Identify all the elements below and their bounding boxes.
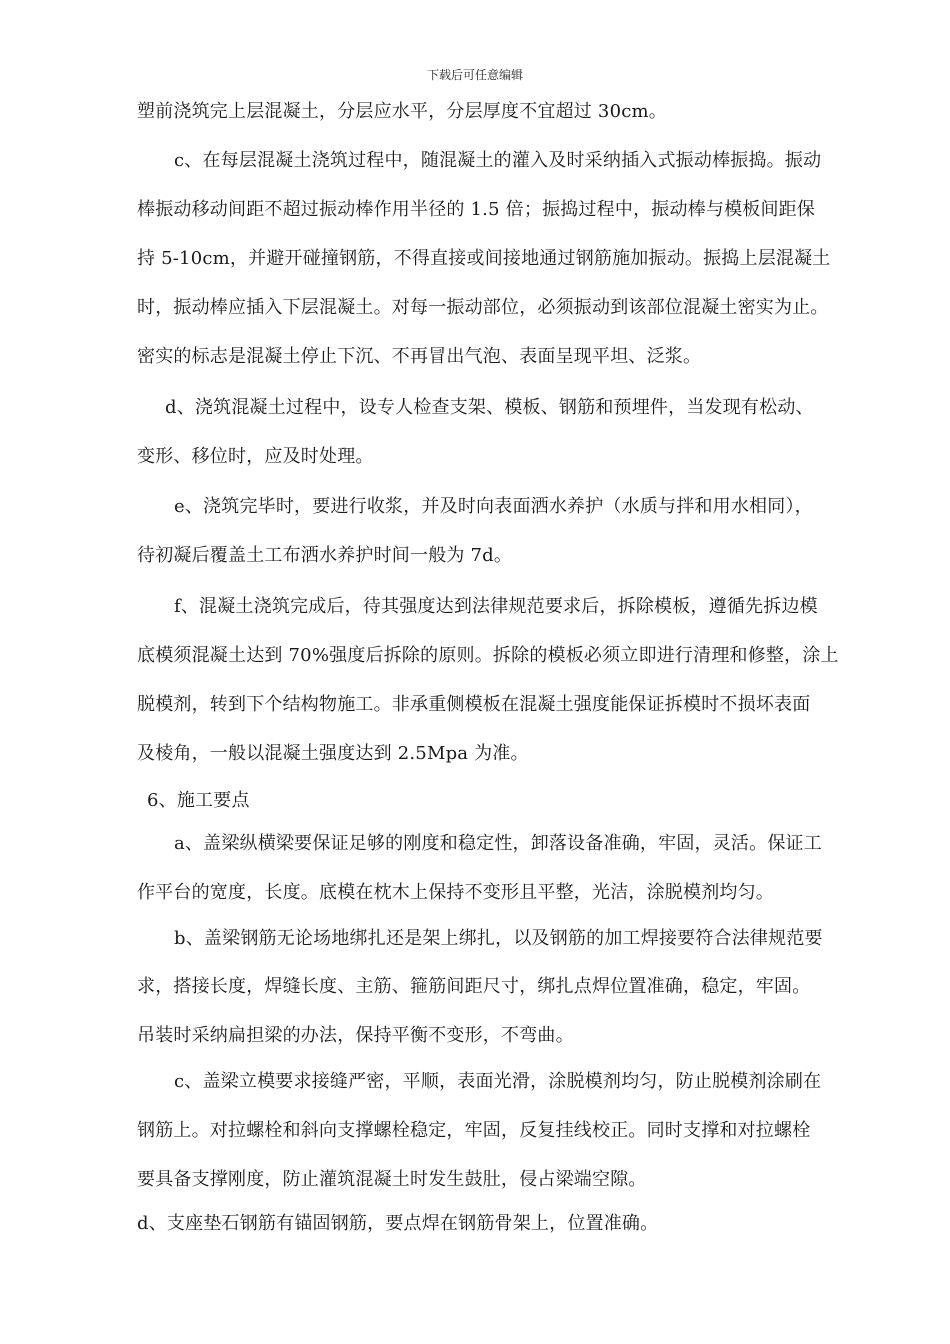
section-heading: 6、施工要点 (147, 790, 250, 811)
body-line-4: 持 5-10cm，并避开碰撞钢筋，不得直接或间接地通过钢筋施加振动。振捣上层混凝土 (137, 248, 831, 269)
body-line-13: 脱模剂，转到下个结构物施工。非承重侧模板在混凝土强度能保证拆模时不损坏表面 (137, 694, 811, 715)
page-header-note: 下载后可任意编辑 (426, 68, 523, 82)
body-line-22: 钢筋上。对拉螺栓和斜向支撑螺栓稳定，牢固，反复挂线校正。同时支撑和对拉螺栓 (137, 1120, 811, 1141)
body-line-17: 作平台的宽度，长度。底模在枕木上保持不变形且平整，光洁，涂脱模剂均匀。 (137, 882, 774, 903)
body-line-21: c、盖梁立模要求接缝严密，平顺，表面光滑，涂脱模剂均匀，防止脱模剂涂刷在 (174, 1071, 822, 1092)
body-line-8: 变形、移位时，应及时处理。 (137, 446, 374, 467)
body-line-20: 吊装时采纳扁担梁的办法，保持平衡不变形，不弯曲。 (137, 1025, 574, 1046)
body-line-12: 底模须混凝土达到 70%强度后拆除的原则。拆除的模板必须立即进行清理和修整，涂上 (137, 645, 839, 666)
body-line-9: e、浇筑完毕时，要进行收浆，并及时向表面洒水养护（水质与拌和用水相同）， (174, 496, 813, 517)
body-line-11: f、混凝土浇筑完成后，待其强度达到法律规范要求后，拆除模板，遵循先拆边模 (174, 596, 818, 617)
body-line-7: d、浇筑混凝土过程中，设专人检查支架、模板、钢筋和预埋件，当发现有松动、 (165, 397, 814, 418)
body-line-19: 求，搭接长度，焊缝长度、主筋、箍筋间距尺寸，绑扎点焊位置准确，稳定，牢固。 (137, 976, 811, 997)
body-line-24: d、支座垫石钢筋有锚固钢筋，要点焊在钢筋骨架上，位置准确。 (137, 1213, 659, 1234)
body-line-6: 密实的标志是混凝土停止下沉、不再冒出气泡、表面呈现平坦、泛浆。 (137, 346, 702, 367)
body-line-2: c、在每层混凝土浇筑过程中，随混凝土的灌入及时采纳插入式振动棒振捣。振动 (174, 150, 822, 171)
body-line-23: 要具备支撑刚度，防止灌筑混凝土时发生鼓肚，侵占梁端空隙。 (137, 1169, 647, 1190)
body-line-10: 待初凝后覆盖土工布洒水养护时间一般为 7d。 (137, 545, 513, 566)
body-line-3: 棒振动移动间距不超过振动棒作用半径的 1.5 倍；振捣过程中，振动棒与模板间距保 (137, 199, 816, 220)
body-line-18: b、盖梁钢筋无论场地绑扎还是架上绑扎，以及钢筋的加工焊接要符合法律规范要 (174, 928, 823, 949)
body-line-14: 及棱角，一般以混凝土强度达到 2.5Mpa 为准。 (137, 743, 529, 764)
body-line-16: a、盖梁纵横梁要保证足够的刚度和稳定性，卸落设备准确，牢固，灵活。保证工 (174, 833, 822, 854)
body-line-5: 时，振动棒应插入下层混凝土。对每一振动部位，必须振动到该部位混凝土密实为止。 (137, 297, 829, 318)
body-line-1: 塑前浇筑完上层混凝土，分层应水平，分层厚度不宜超过 30cm。 (137, 101, 667, 122)
